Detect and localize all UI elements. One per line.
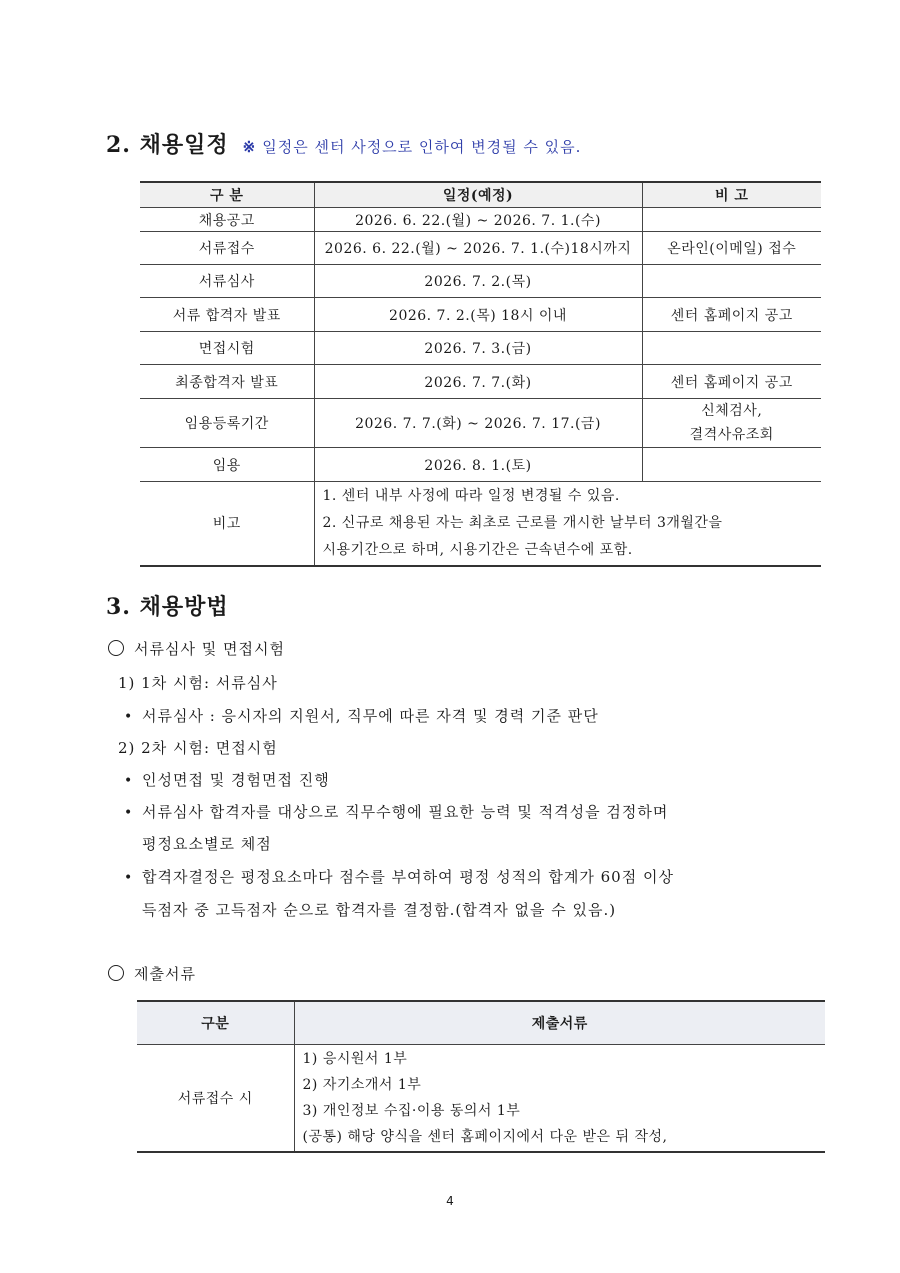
row-note: 온라인(이메일) 접수 — [642, 232, 821, 265]
row-label: 최종합격자 발표 — [140, 365, 314, 399]
bullet-icon: • — [124, 773, 134, 789]
bullet-4: • 합격자결정은 평정요소마다 점수를 부여하여 평정 성적의 합계가 60점 이상 — [124, 868, 674, 886]
table-row — [140, 365, 821, 399]
list-item: (공통) 해당 양식을 센터 홈페이지에서 다운 받은 뒤 작성, — [302, 1129, 668, 1145]
remark-2: 2. 신규로 채용된 자는 최초로 근로를 개시한 날부터 3개월간을 — [322, 514, 723, 531]
schedule-header-row — [140, 182, 821, 208]
subheading-screening: 서류심사 및 면접시험 — [108, 638, 285, 659]
section-2-title: 2. 채용일정 — [106, 132, 229, 158]
documents-list — [294, 1045, 825, 1153]
remarks-content — [314, 482, 821, 566]
bullet-3-continued: 평정요소별로 체점 — [142, 835, 272, 853]
header-type: 구분 — [137, 1001, 294, 1045]
list-item: 3) 개인정보 수집·이용 동의서 1부 — [302, 1103, 521, 1119]
row-date: 2026. 7. 7.(화) — [314, 365, 642, 399]
row-date: 2026. 6. 22.(월) ~ 2026. 7. 1.(수)18시까지 — [314, 232, 642, 265]
header-date: 일정(예정) — [314, 182, 642, 208]
header-category: 구 분 — [140, 182, 314, 208]
bullet-icon: • — [124, 709, 134, 725]
step-2: 2) 2차 시험: 면접시험 — [118, 739, 278, 757]
bullet-3: • 서류심사 합격자를 대상으로 직무수행에 필요한 능력 및 적격성을 검정하며 — [124, 803, 669, 821]
page-number: 4 — [446, 1194, 454, 1208]
list-item: 2) 자기소개서 1부 — [302, 1077, 422, 1093]
list-item: 1) 응시원서 1부 — [302, 1051, 408, 1067]
row-label: 임용 — [140, 448, 314, 482]
bullet-2: • 인성면접 및 경험면접 진행 — [124, 771, 330, 789]
remarks-row — [140, 482, 821, 566]
circle-icon — [108, 965, 124, 981]
row-label: 서류접수 — [140, 232, 314, 265]
table-row — [140, 265, 821, 298]
documents-table — [137, 1000, 825, 1153]
section-2-note: ※ 일정은 센터 사정으로 인하여 변경될 수 있음. — [242, 138, 582, 156]
table-row — [140, 298, 821, 332]
row-label: 서류접수 시 — [137, 1045, 294, 1153]
row-label: 서류 합격자 발표 — [140, 298, 314, 332]
table-row — [140, 448, 821, 482]
remarks-label: 비고 — [140, 482, 314, 566]
header-documents: 제출서류 — [294, 1001, 825, 1045]
table-row — [137, 1045, 825, 1153]
row-date: 2026. 7. 3.(금) — [314, 332, 642, 365]
table-row — [140, 332, 821, 365]
row-date: 2026. 7. 2.(목) 18시 이내 — [314, 298, 642, 332]
row-note: 센터 홈페이지 공고 — [642, 365, 821, 399]
section-3-title: 3. 채용방법 — [106, 594, 229, 620]
table-row — [140, 399, 821, 448]
section-3-heading — [106, 590, 229, 621]
row-note: 신체검사, 결격사유조회 — [642, 399, 821, 448]
row-label: 서류심사 — [140, 265, 314, 298]
circle-icon — [108, 640, 124, 656]
schedule-table — [140, 181, 821, 567]
row-note: 센터 홈페이지 공고 — [642, 298, 821, 332]
reference-mark: ※ — [242, 138, 257, 156]
row-note — [642, 332, 821, 365]
subheading-documents: 제출서류 — [108, 963, 196, 984]
documents-header-row — [137, 1001, 825, 1045]
table-row — [140, 232, 821, 265]
row-note — [642, 208, 821, 232]
row-label: 면접시험 — [140, 332, 314, 365]
remark-3: 시용기간으로 하며, 시용기간은 근속년수에 포함. — [322, 541, 633, 558]
row-note — [642, 265, 821, 298]
bullet-icon: • — [124, 870, 134, 886]
row-date: 2026. 7. 2.(목) — [314, 265, 642, 298]
row-date: 2026. 6. 22.(월) ~ 2026. 7. 1.(수) — [314, 208, 642, 232]
remark-1: 1. 센터 내부 사정에 따라 일정 변경될 수 있음. — [322, 487, 620, 504]
row-date: 2026. 7. 7.(화) ~ 2026. 7. 17.(금) — [314, 399, 642, 448]
step-1: 1) 1차 시험: 서류심사 — [118, 674, 278, 692]
row-label: 임용등록기간 — [140, 399, 314, 448]
table-row — [140, 208, 821, 232]
row-date: 2026. 8. 1.(토) — [314, 448, 642, 482]
section-2-heading — [106, 128, 581, 159]
bullet-4-continued: 득점자 중 고득점자 순으로 합격자를 결정함.(합격자 없을 수 있음.) — [142, 901, 617, 919]
bullet-icon: • — [124, 805, 134, 821]
bullet-1: • 서류심사 : 응시자의 지원서, 직무에 따른 자격 및 경력 기준 판단 — [124, 707, 599, 725]
header-remarks: 비 고 — [642, 182, 821, 208]
row-note — [642, 448, 821, 482]
row-label: 채용공고 — [140, 208, 314, 232]
